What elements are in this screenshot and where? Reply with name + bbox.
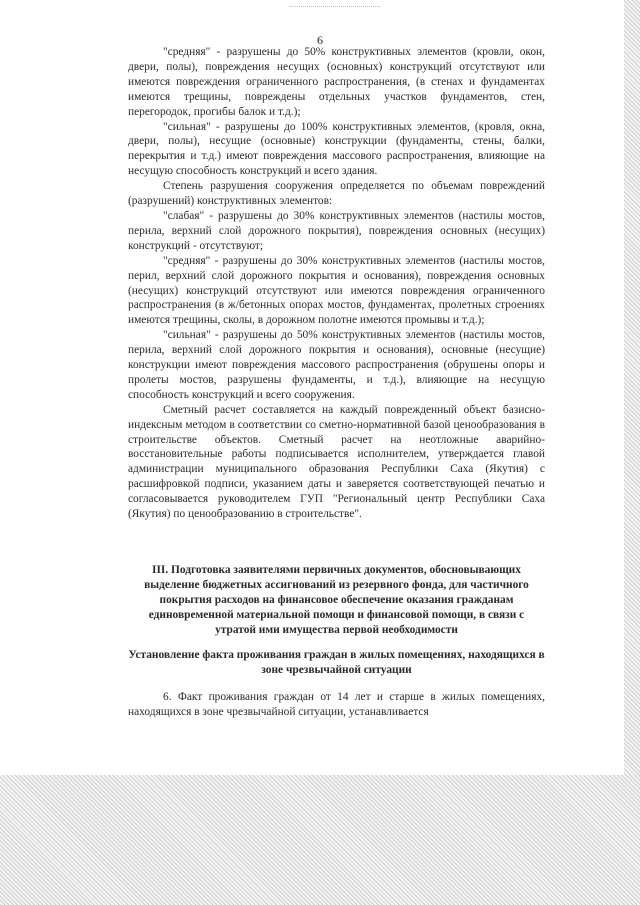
- paragraph-estimate: Сметный расчет составляется на каждый поврежденный объект базисно-индексным методом в соответствии со сметно-нормативной базой ценообразования в строительстве объектов. Сметный расчет на неотложные аварийно-восстановительные работы подписывается исполнителем, утверждается главой администрации муниципального образования Республики Саха (Якутия) с расшифровкой подписи, указанием даты и заверяется соответствующей печатью и согласовывается руководителем ГУП "Региональный центр Республики Саха (Якутия) по ценообразованию в строительстве".: [128, 403, 545, 521]
- section-heading-iii: III. Подготовка заявителями первичных документов, обосновывающих выделение бюджетных ассигнований из резервного фонда, для частичного покрытия расходов на финансовое обеспечение оказания гражданам единовременной материальной помощи и финансовой помощи, в связи с утратой ими имущества первой необходимости: [144, 564, 529, 636]
- paragraph-item-6: 6. Факт проживания граждан от 14 лет и старше в жилых помещениях, находящихся в зоне чрезвычайной ситуации, устанавливается: [128, 691, 545, 718]
- paragraph-severe-structure: "сильная" - разрушены до 50% конструктивных элементов (настилы мостов, перила, верхний слой дорожного покрытия и основания), основные (несущие) конструкции имеют повреждения массового распространения (обрушены опоры и пролеты мостов, разрушены фундаменты, и т.д.), влияющие на несущую способность конструкций и всего сооружения.: [128, 329, 545, 401]
- scan-border-right: [624, 0, 640, 905]
- paragraph-severe-building: "сильная" - разрушены до 100% конструктивных элементов, (кровля, окна, двери, полы), несущие (основные) конструкции (фундаменты, стены, балки, перекрытия и т.д.) имеют повреждения массового распространения, влияющие на несущую способность конструкций и всего здания.: [128, 120, 545, 178]
- paragraph-structure-degree: Степень разрушения сооружения определяется по объемам повреждений (разрушений) конструктивных элементов:: [128, 180, 545, 208]
- page-number: 6: [317, 33, 323, 47]
- damage-classification-text: [128, 45, 545, 522]
- scan-artifact: [290, 6, 380, 10]
- paragraph-light-structure: "слабая" - разрушены до 30% конструктивных элементов (настилы мостов, перила, верхний слой дорожного покрытия), повреждения основных (несущих) конструкций - отсутствуют;: [128, 209, 545, 252]
- paragraph-medium-structure: "средняя" - разрушены до 30% конструктивных элементов (настилы мостов, перил, верхний слой дорожного покрытия и основания), повреждения основных (несущих) конструкций отсутствуют или имеются повреждения ограниченного распространения (в ж/бетонных опорах мостов, фундаментах, пролетных строениях имеются трещины, сколы, в дорожном полотне имеются промывы и т.д.);: [128, 254, 545, 327]
- scan-border-bottom: [0, 775, 640, 905]
- sub-heading-residence: Установление факта проживания граждан в жилых помещениях, находящихся в зоне чрезвычайной ситуации: [128, 649, 545, 676]
- residence-text: [128, 690, 545, 720]
- paragraph-medium-building: "средняя" - разрушены до 50% конструктивных элементов (кровли, окон, двери, полы), повреждения несущих (основных) конструкций отсутствуют или имеются повреждения ограниченного распространения, (в стенах и фундаментах имеются трещины, повреждены отдельных участков фундаментов, стен, перегородок, прогибы балок и т.д.);: [128, 46, 545, 118]
